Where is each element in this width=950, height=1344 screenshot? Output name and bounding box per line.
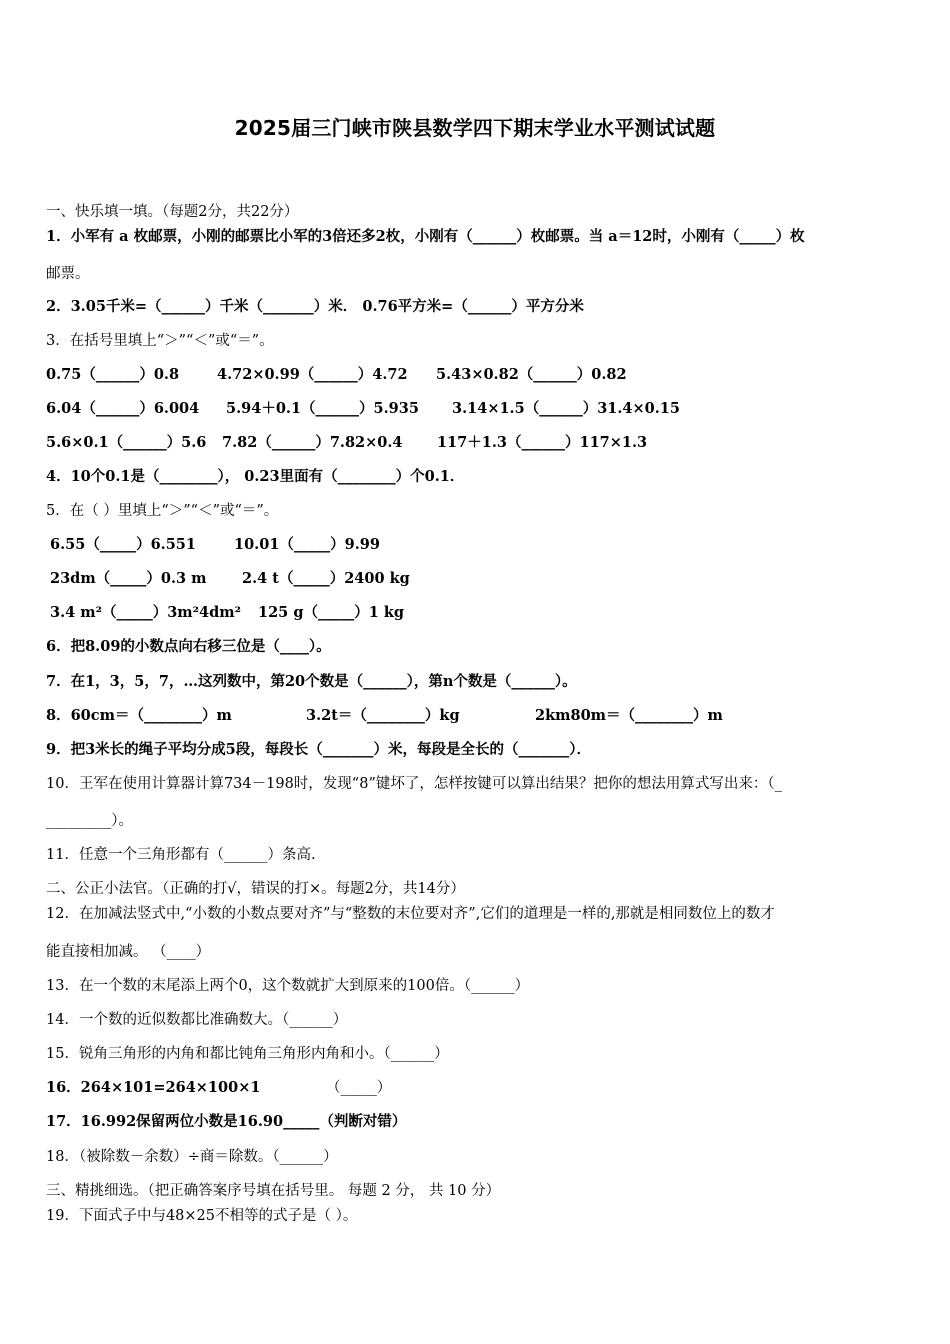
compare-item: 3.4 m²（_____）3m²4dm² xyxy=(50,604,241,621)
compare-item: 5.43×0.82（______）0.82 xyxy=(436,366,627,383)
compare-item: 3.14×1.5（______）31.4×0.15 xyxy=(452,400,680,417)
question-1-line-2: 邮票。 xyxy=(46,266,90,282)
question-17: 17．16.992保留两位小数是16.90_____（判断对错） xyxy=(46,1113,407,1130)
compare-item: 23dm（_____）0.3 m xyxy=(50,570,207,587)
question-18: 18．（被除数－余数）÷商＝除数。（______） xyxy=(46,1149,338,1165)
compare-item: 125 g（_____）1 kg xyxy=(258,604,405,621)
question-4: 4．10个0.1是（________）， 0.23里面有（________）个0.1． xyxy=(46,468,465,485)
question-1-line-1: 1．小军有 a 枚邮票，小刚的邮票比小军的3倍还多2枚，小刚有（______）枚邮票。当 a＝12时，小刚有（_____）枚 xyxy=(46,228,805,245)
question-9: 9．把3米长的绳子平均分成5段，每段长（_______）米，每段是全长的（_______）． xyxy=(46,741,592,758)
question-10-line-1: 10．王军在使用计算器计算734－198时，发现“8”键坏了，怎样按键可以算出结果？把你的想法用算式写出来：（_ xyxy=(46,776,782,792)
page-title: 2025届三门峡市陕县数学四下期末学业水平测试试题 xyxy=(234,116,716,140)
compare-item: 5.6×0.1（______）5.6 xyxy=(46,434,207,451)
question-10-line-2: _________）。 xyxy=(46,813,133,829)
compare-item: 7.82（______）7.82×0.4 xyxy=(222,434,403,451)
compare-item: 5.94＋0.1（______）5.935 xyxy=(226,400,419,417)
question-14: 14．一个数的近似数都比准确数大。（______） xyxy=(46,1012,348,1028)
section-1-heading: 一、快乐填一填。（每题2分，共22分） xyxy=(46,204,299,220)
question-12-line-2: 能直接相加减。 （____） xyxy=(46,944,211,960)
question-11: 11．任意一个三角形都有（______）条高. xyxy=(46,847,316,863)
question-6: 6．把8.09的小数点向右移三位是（____）。 xyxy=(46,638,331,655)
compare-item: 6.55（_____）6.551 xyxy=(50,536,196,553)
section-3-heading: 三、精挑细选。（把正确答案序号填在括号里。 每题 2 分， 共 10 分） xyxy=(46,1183,501,1199)
question-12-line-1: 12．在加减法竖式中,“小数的小数点要对齐”与“整数的末位要对齐”,它们的道理是一样的,那就是相同数位上的数才 xyxy=(46,906,775,922)
conversion-item: 2km80m＝（________）m xyxy=(535,707,723,724)
question-5: 5．在（ ）里填上“＞”“＜”或“＝”。 xyxy=(46,503,279,519)
question-15: 15．锐角三角形的内角和都比钝角三角形内角和小。（______） xyxy=(46,1046,449,1062)
compare-item: 4.72×0.99（______）4.72 xyxy=(217,366,408,383)
question-16-expression: 16．264×101=264×100×1 xyxy=(46,1079,261,1096)
question-13: 13．在一个数的末尾添上两个0，这个数就扩大到原来的100倍。（______） xyxy=(46,978,530,994)
question-2: 2．3.05千米=（______）千米（_______）米． 0.76平方米=（______）平方分米 xyxy=(46,298,584,315)
compare-item: 117＋1.3（______）117×1.3 xyxy=(437,434,648,451)
conversion-item: 3.2t＝（________）kg xyxy=(306,707,460,724)
compare-item: 10.01（_____）9.99 xyxy=(234,536,380,553)
conversion-item: 8．60cm＝（________）m xyxy=(46,707,232,724)
compare-item: 2.4 t（_____）2400 kg xyxy=(242,570,410,587)
section-2-heading: 二、公正小法官。（正确的打√，错误的打×。每题2分，共14分） xyxy=(46,881,465,897)
compare-item: 6.04（______）6.004 xyxy=(46,400,200,417)
question-7: 7．在1，3，5，7，…这列数中，第20个数是（______），第n个数是（______）。 xyxy=(46,673,577,690)
question-19: 19．下面式子中与48×25不相等的式子是（ ）。 xyxy=(46,1208,358,1224)
question-16-answer-blank: （_____） xyxy=(326,1080,392,1096)
question-3: 3．在括号里填上“＞”“＜”或“＝”。 xyxy=(46,333,274,349)
compare-item: 0.75（______）0.8 xyxy=(46,366,180,383)
